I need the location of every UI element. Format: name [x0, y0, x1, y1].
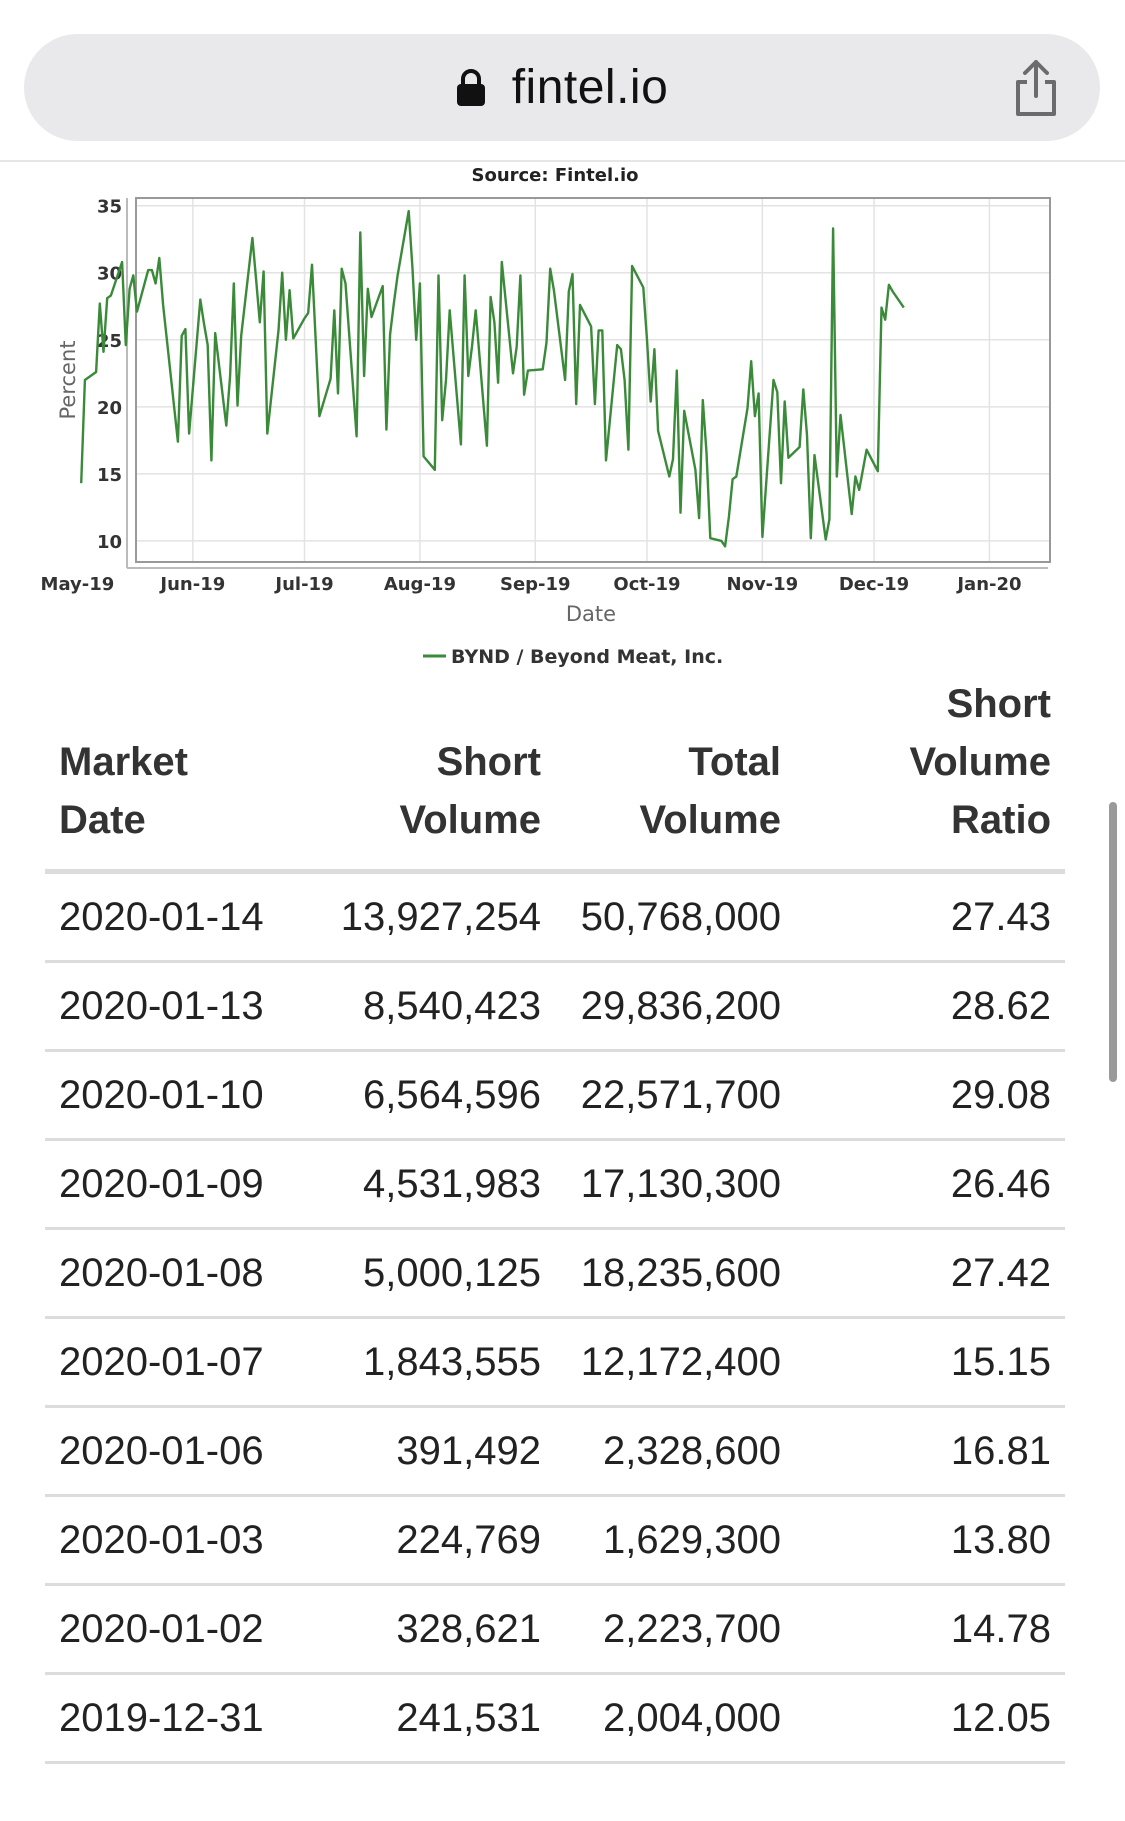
table-row: [45, 1051, 1065, 1140]
y-tick-label: 30: [96, 263, 122, 285]
cell-total-volume: 2,328,600: [555, 1407, 795, 1496]
cell-short-volume: 6,564,596: [301, 1051, 555, 1140]
cell-ratio: 13.80: [795, 1496, 1065, 1585]
header-line: Volume: [639, 798, 781, 842]
url-text[interactable]: fintel.io: [511, 61, 669, 114]
x-tick-label: Dec-19: [838, 574, 910, 595]
cell-total-volume: 2,004,000: [555, 1674, 795, 1763]
cell-date: 2020-01-09: [45, 1140, 301, 1229]
header-line: Volume: [909, 740, 1051, 784]
cell-total-volume: 1,629,300: [555, 1496, 795, 1585]
cell-date: 2020-01-08: [45, 1229, 301, 1318]
table-row: [45, 1407, 1065, 1496]
cell-ratio: 29.08: [795, 1051, 1065, 1140]
cell-ratio: 14.78: [795, 1585, 1065, 1674]
cell-short-volume: 1,843,555: [301, 1318, 555, 1407]
header-line: Volume: [399, 798, 541, 842]
chart-svg: [0, 160, 1125, 680]
y-tick-label: 20: [96, 397, 122, 419]
page-scrollbar[interactable]: [1109, 802, 1117, 1082]
x-tick-label: Aug-19: [383, 574, 456, 595]
table-row: [45, 1318, 1065, 1407]
cell-total-volume: 17,130,300: [555, 1140, 795, 1229]
table-row: [45, 1229, 1065, 1318]
cell-date: 2020-01-10: [45, 1051, 301, 1140]
header-line: Total: [688, 740, 781, 784]
table-row: [45, 962, 1065, 1051]
header-line: Date: [59, 798, 146, 842]
x-tick-label: Nov-19: [726, 574, 799, 595]
header-total-volume[interactable]: [555, 675, 795, 872]
table-row: [45, 1674, 1065, 1763]
cell-short-volume: 13,927,254: [301, 872, 555, 962]
table-header: [45, 675, 1065, 872]
header-short-volume[interactable]: [301, 675, 555, 872]
lock-icon: [456, 68, 486, 108]
y-tick-labels: [97, 197, 122, 553]
legend: [423, 646, 723, 668]
x-tick-label: May-19: [40, 574, 115, 595]
address-bar[interactable]: [24, 34, 1100, 141]
x-tick-label: Jun-19: [160, 574, 226, 595]
short-volume-table: [45, 675, 1065, 1764]
cell-ratio: 15.15: [795, 1318, 1065, 1407]
y-tick-label: 25: [96, 330, 122, 352]
cell-ratio: 27.42: [795, 1229, 1065, 1318]
y-tick-label: 10: [96, 531, 122, 553]
cell-total-volume: 18,235,600: [555, 1229, 795, 1318]
y-tick-label: 15: [96, 464, 122, 486]
x-tick-label: Jul-19: [275, 574, 334, 595]
x-axis-label: Date: [565, 602, 617, 626]
short-volume-chart: [0, 160, 1125, 680]
address-bar-content: [24, 34, 1100, 141]
table-header-row: [45, 675, 1065, 872]
x-tick-labels: [41, 574, 1022, 595]
table-row: [45, 1585, 1065, 1674]
cell-short-volume: 391,492: [301, 1407, 555, 1496]
chart-title: Source: Fintel.io: [471, 165, 639, 186]
cell-short-volume: 241,531: [301, 1674, 555, 1763]
y-axis-label: Percent: [56, 340, 80, 420]
x-tick-label: Oct-19: [613, 574, 681, 595]
table-body: [45, 872, 1065, 1763]
header-line: Short: [436, 740, 541, 784]
cell-date: 2020-01-13: [45, 962, 301, 1051]
table-row: [45, 1496, 1065, 1585]
cell-date: 2019-12-31: [45, 1674, 301, 1763]
cell-total-volume: 12,172,400: [555, 1318, 795, 1407]
header-line: Ratio: [951, 798, 1051, 842]
cell-short-volume: 224,769: [301, 1496, 555, 1585]
cell-ratio: 28.62: [795, 962, 1065, 1051]
x-tick-label: Jan-20: [957, 574, 1022, 595]
table-row: [45, 872, 1065, 962]
x-tick-label: Sep-19: [500, 574, 571, 595]
cell-date: 2020-01-02: [45, 1585, 301, 1674]
cell-short-volume: 5,000,125: [301, 1229, 555, 1318]
table-row: [45, 1140, 1065, 1229]
cell-date: 2020-01-14: [45, 872, 301, 962]
cell-date: 2020-01-07: [45, 1318, 301, 1407]
header-line: Short: [946, 682, 1051, 726]
cell-short-volume: 4,531,983: [301, 1140, 555, 1229]
cell-total-volume: 2,223,700: [555, 1585, 795, 1674]
y-tick-label: 35: [96, 196, 122, 218]
cell-date: 2020-01-06: [45, 1407, 301, 1496]
cell-date: 2020-01-03: [45, 1496, 301, 1585]
cell-ratio: 27.43: [795, 872, 1065, 962]
header-market-date[interactable]: [45, 675, 301, 872]
header-line: Market: [59, 740, 188, 784]
cell-total-volume: 29,836,200: [555, 962, 795, 1051]
cell-total-volume: 50,768,000: [555, 872, 795, 962]
cell-short-volume: 328,621: [301, 1585, 555, 1674]
share-icon[interactable]: [1010, 56, 1062, 120]
cell-ratio: 26.46: [795, 1140, 1065, 1229]
cell-ratio: 16.81: [795, 1407, 1065, 1496]
header-short-volume-ratio[interactable]: [795, 675, 1065, 872]
cell-ratio: 12.05: [795, 1674, 1065, 1763]
browser-top-bar: [0, 0, 1125, 162]
cell-short-volume: 8,540,423: [301, 962, 555, 1051]
legend-label: BYND / Beyond Meat, Inc.: [451, 646, 724, 668]
cell-total-volume: 22,571,700: [555, 1051, 795, 1140]
